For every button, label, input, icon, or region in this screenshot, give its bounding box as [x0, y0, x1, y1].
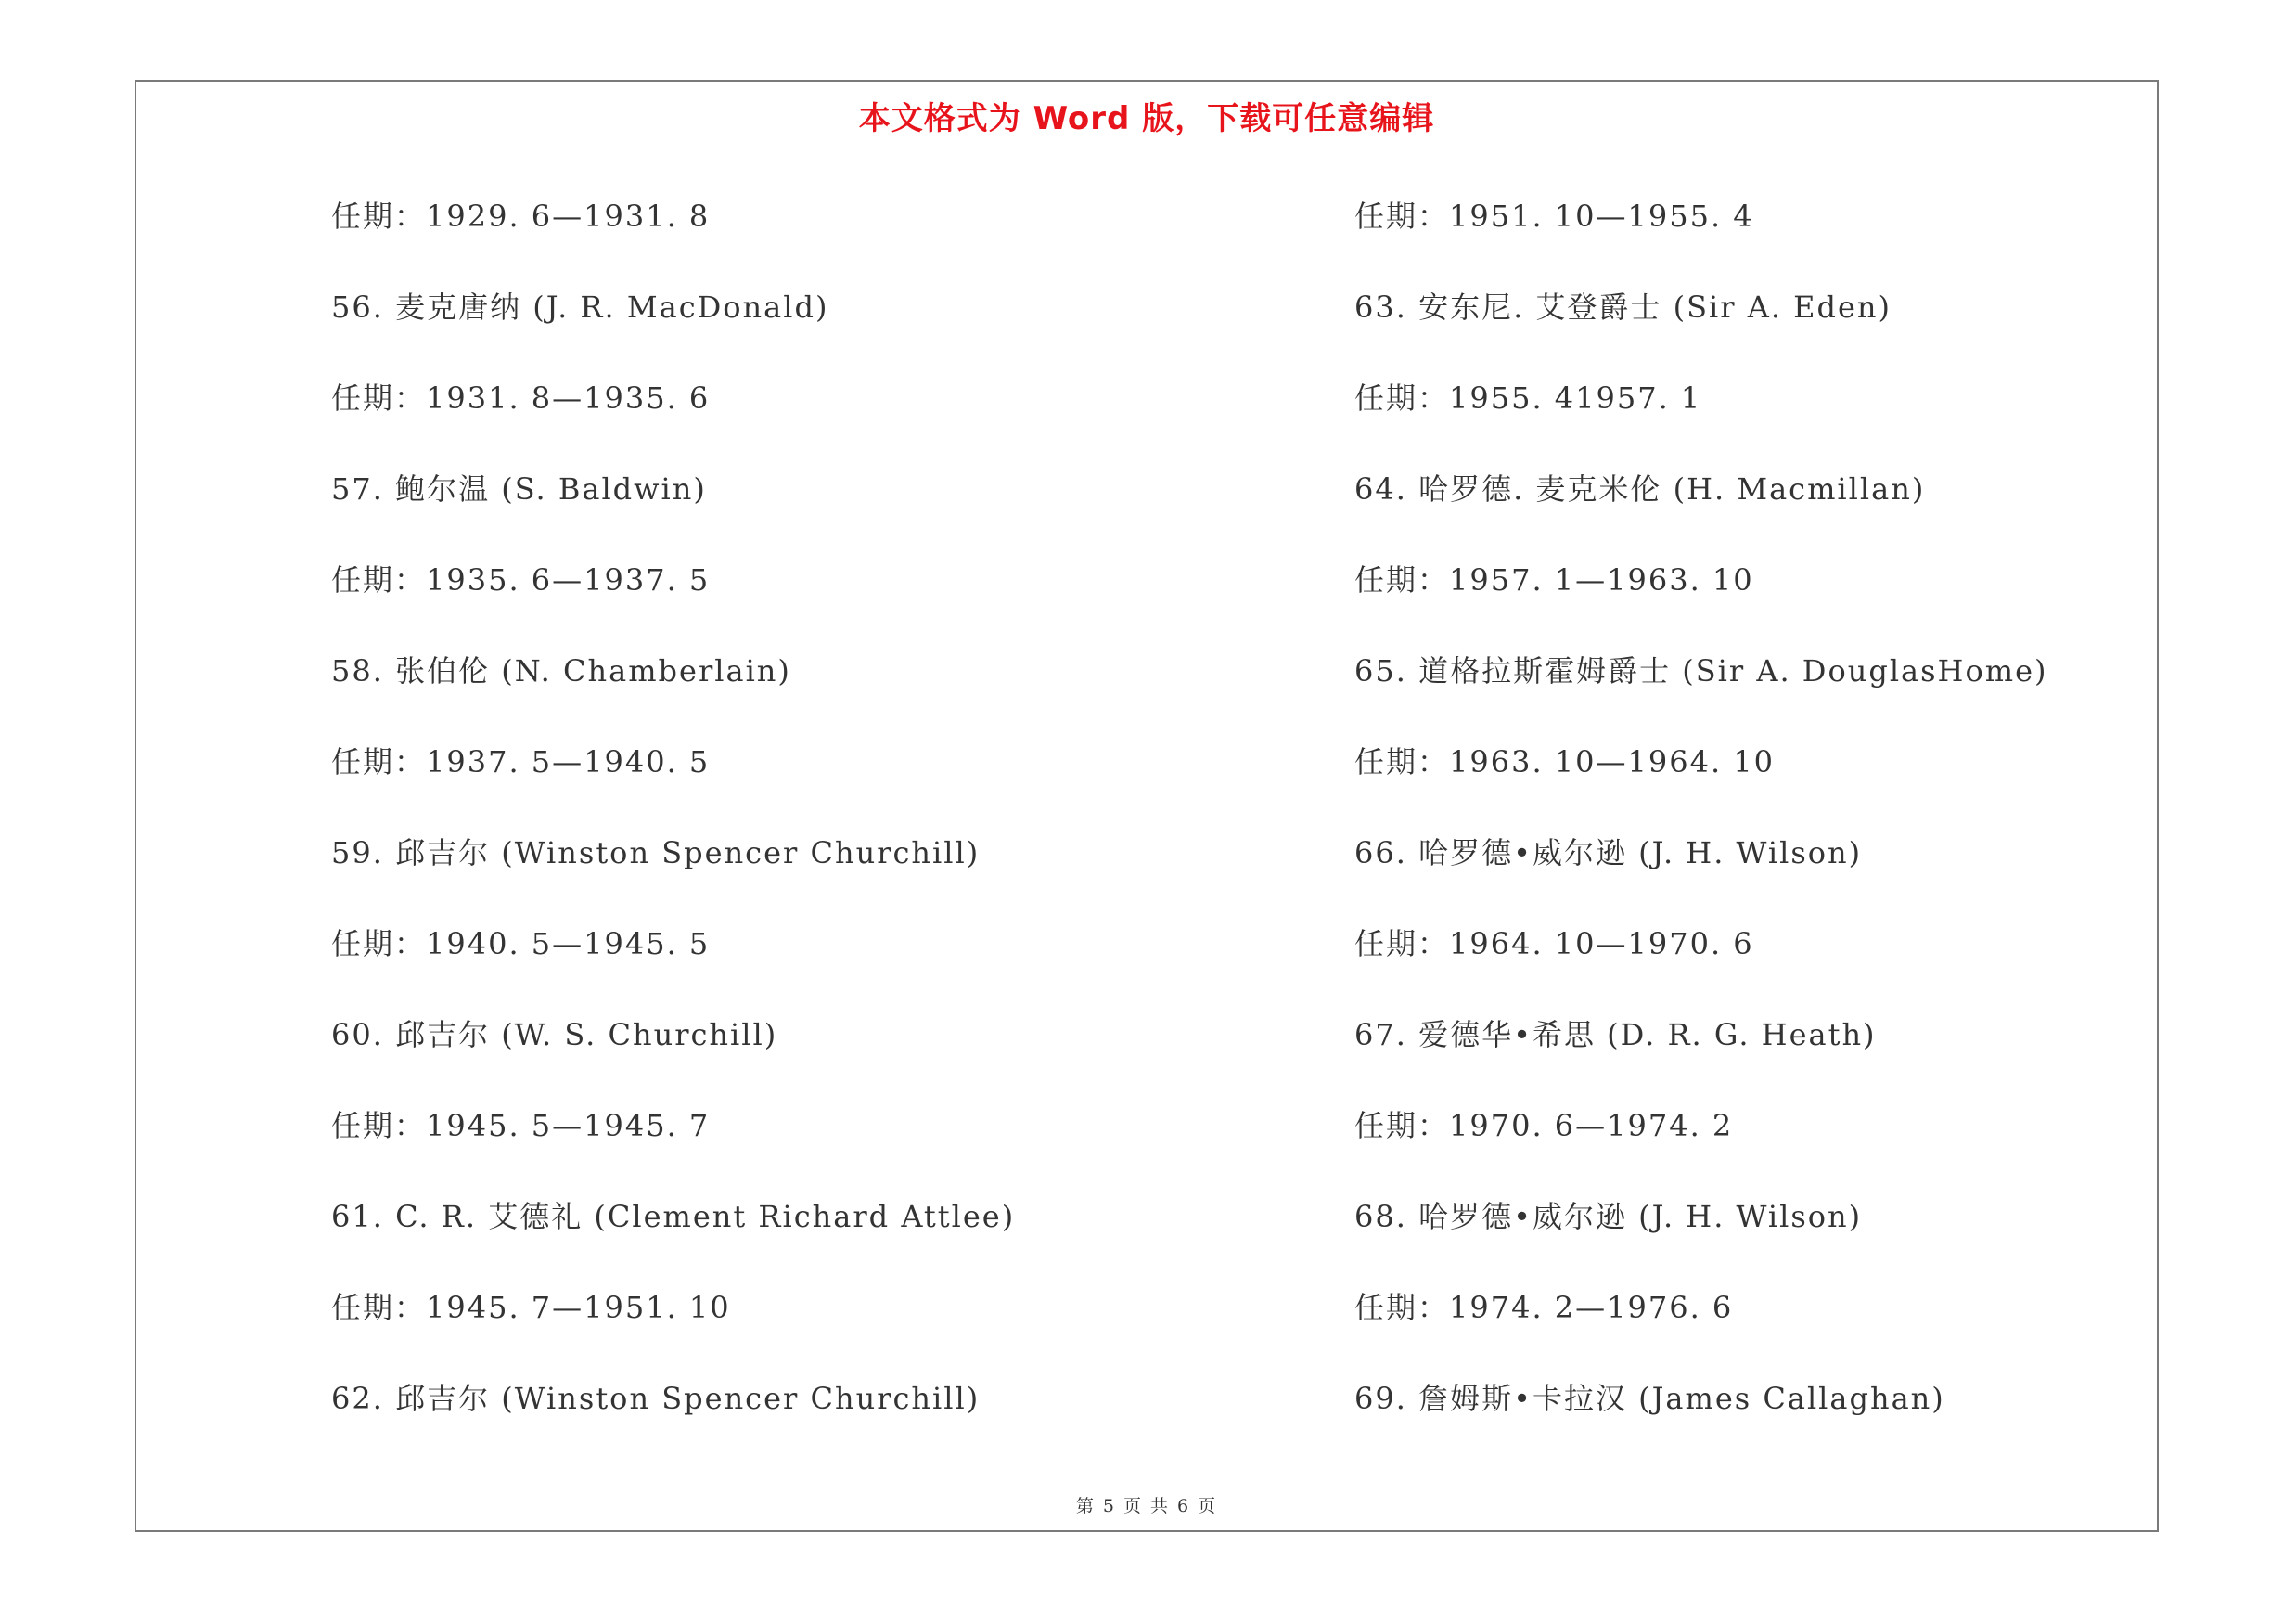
pm-entry: 59. 邱吉尔 (Winston Spencer Churchill): [331, 835, 981, 870]
pm-entry: 56. 麦克唐纳 (J. R. MacDonald): [331, 290, 829, 325]
pm-entry: 60. 邱吉尔 (W. S. Churchill): [331, 1017, 778, 1052]
pm-entry: 64. 哈罗德. 麦克米伦 (H. Macmillan): [1354, 471, 1926, 507]
term-line: 任期：1940. 5—1945. 5: [331, 926, 711, 961]
term-line: 任期：1974. 2—1976. 6: [1354, 1290, 1734, 1325]
pm-entry: 58. 张伯伦 (N. Chamberlain): [331, 653, 791, 689]
term-line: 任期：1945. 5—1945. 7: [331, 1108, 711, 1143]
pm-entry: 65. 道格拉斯霍姆爵士 (Sir A. DouglasHome): [1354, 653, 2048, 689]
pm-entry: 66. 哈罗德•威尔逊 (J. H. Wilson): [1354, 835, 1863, 870]
term-line: 任期：1955. 41957. 1: [1354, 380, 1702, 416]
page-number-footer: 第 5 页 共 6 页: [1075, 1496, 1218, 1516]
term-line: 任期：1970. 6—1974. 2: [1354, 1108, 1734, 1143]
term-line: 任期：1929. 6—1931. 8: [331, 199, 711, 234]
pm-entry: 63. 安东尼. 艾登爵士 (Sir A. Eden): [1354, 290, 1892, 325]
pm-entry: 67. 爱德华•希思 (D. R. G. Heath): [1354, 1017, 1877, 1052]
pm-entry: 57. 鲍尔温 (S. Baldwin): [331, 471, 707, 507]
term-line: 任期：1963. 10—1964. 10: [1354, 744, 1776, 779]
term-line: 任期：1957. 1—1963. 10: [1354, 562, 1754, 598]
pm-entry: 62. 邱吉尔 (Winston Spencer Churchill): [331, 1381, 981, 1416]
term-line: 任期：1964. 10—1970. 6: [1354, 926, 1754, 961]
term-line: 任期：1935. 6—1937. 5: [331, 562, 711, 598]
page-frame: [135, 80, 2159, 1532]
pm-entry: 68. 哈罗德•威尔逊 (J. H. Wilson): [1354, 1199, 1863, 1234]
term-line: 任期：1931. 8—1935. 6: [331, 380, 711, 416]
header-banner: 本文格式为 Word 版，下载可任意编辑: [858, 100, 1435, 137]
term-line: 任期：1937. 5—1940. 5: [331, 744, 711, 779]
term-line: 任期：1945. 7—1951. 10: [331, 1290, 731, 1325]
pm-entry: 61. C. R. 艾德礼 (Clement Richard Attlee): [331, 1199, 1016, 1234]
pm-entry: 69. 詹姆斯•卡拉汉 (James Callaghan): [1354, 1381, 1945, 1416]
term-line: 任期：1951. 10—1955. 4: [1354, 199, 1754, 234]
